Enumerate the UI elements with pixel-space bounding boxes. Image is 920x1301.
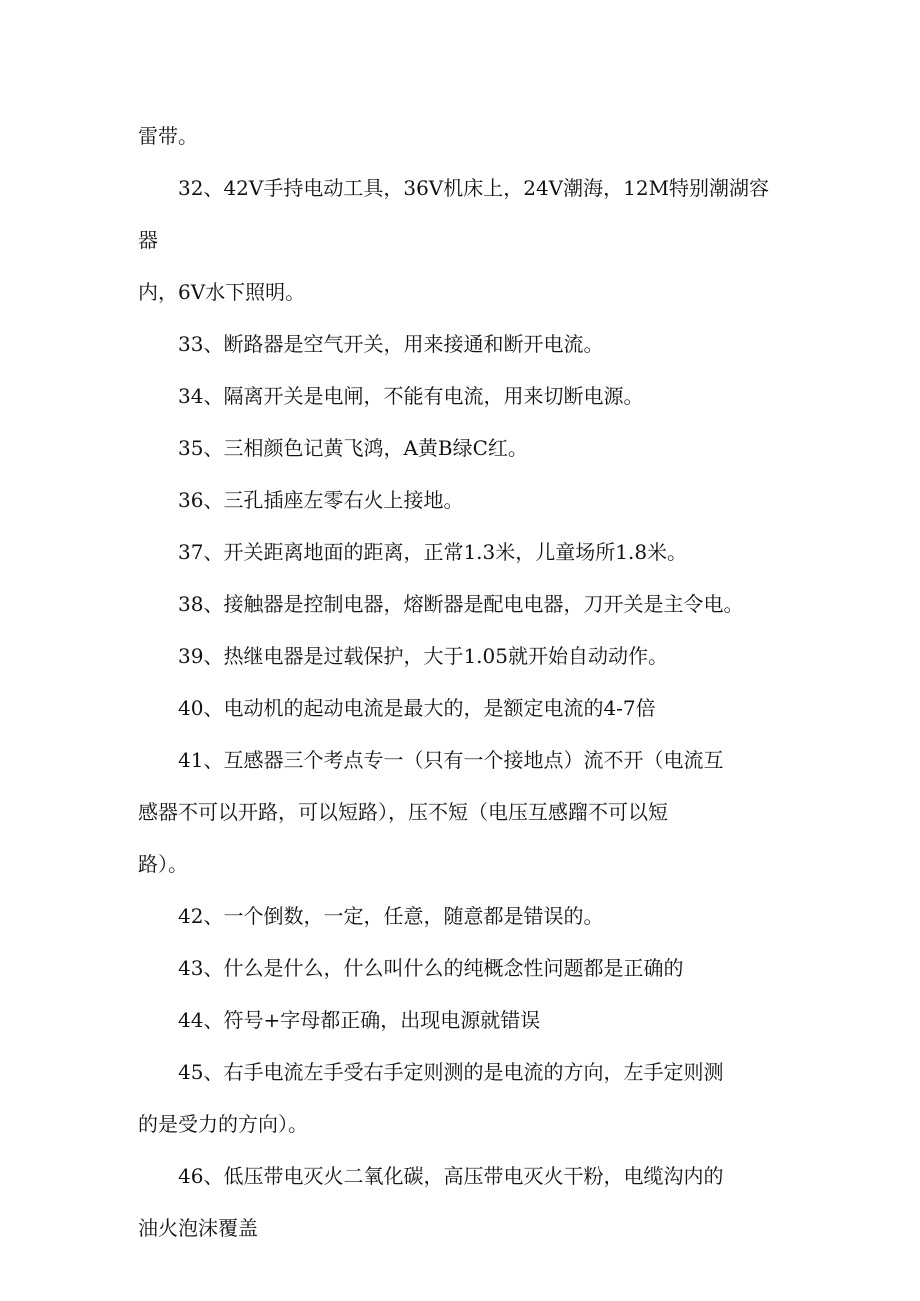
paragraph — [138, 630, 783, 682]
paragraph-line: 40、电动机的起动电流是最大的，是额定电流的4-7倍 — [178, 696, 656, 720]
paragraph — [138, 474, 783, 526]
paragraph-line: 感器不可以开路，可以短路），压不短（电压互感蹓不可以短 — [138, 800, 668, 824]
paragraph-line: 39、热继电器是过载保护，大于1.05就开始自动动作。 — [178, 644, 668, 668]
paragraph-line: 的是受力的方向）。 — [138, 1112, 308, 1136]
paragraph-line: 34、隔离开关是电闸，不能有电流，用来切断电源。 — [178, 384, 644, 408]
document-body — [138, 110, 783, 1254]
paragraph — [138, 318, 783, 370]
paragraph — [138, 1046, 783, 1150]
paragraph-line: 37、开关距离地面的距离，正常1.3米，儿童场所1.8米。 — [178, 540, 688, 564]
paragraph — [138, 422, 783, 474]
paragraph-line: 油火泡沫覆盖 — [138, 1216, 258, 1240]
paragraph — [138, 994, 783, 1046]
paragraph-line: 36、三孔插座左零右火上接地。 — [178, 488, 464, 512]
paragraph — [138, 734, 783, 890]
paragraph — [138, 578, 783, 630]
paragraph — [138, 682, 783, 734]
paragraph-line: 38、接触器是控制电器，熔断器是配电电器，刀开关是主令电。 — [178, 592, 744, 616]
paragraph — [138, 370, 783, 422]
paragraph-line: 44、符号+字母都正确，出现电源就错误 — [178, 1008, 541, 1032]
paragraph-line: 42、一个倒数，一定，任意，随意都是错误的。 — [178, 904, 604, 928]
paragraph-line: 41、互感器三个考点专一（只有一个接地点）流不开（电流互 — [178, 748, 724, 772]
paragraph-line: 46、低压带电灭火二氧化碳，高压带电灭火干粉，电缆沟内的 — [178, 1164, 724, 1188]
paragraph — [138, 890, 783, 942]
paragraph-line: 雷带。 — [138, 124, 198, 148]
paragraph-line: 33、断路器是空气开关，用来接通和断开电流。 — [178, 332, 604, 356]
paragraph-line: 32、42V手持电动工具，36V机床上，24V潮海，12M特别潮湖容器 — [138, 176, 770, 252]
paragraph — [138, 942, 783, 994]
paragraph — [138, 1150, 783, 1254]
paragraph-line: 43、什么是什么，什么叫什么的纯概念性问题都是正确的 — [178, 956, 684, 980]
paragraph-line: 路）。 — [138, 852, 188, 876]
paragraph-line: 内，6V水下照明。 — [138, 280, 306, 304]
paragraph — [138, 526, 783, 578]
paragraph-line: 35、三相颜色记黄飞鸿，A黄B绿C红。 — [178, 436, 528, 460]
paragraph — [138, 162, 783, 318]
paragraph-line: 45、右手电流左手受右手定则测的是电流的方向，左手定则测 — [178, 1060, 724, 1084]
paragraph — [138, 110, 783, 162]
